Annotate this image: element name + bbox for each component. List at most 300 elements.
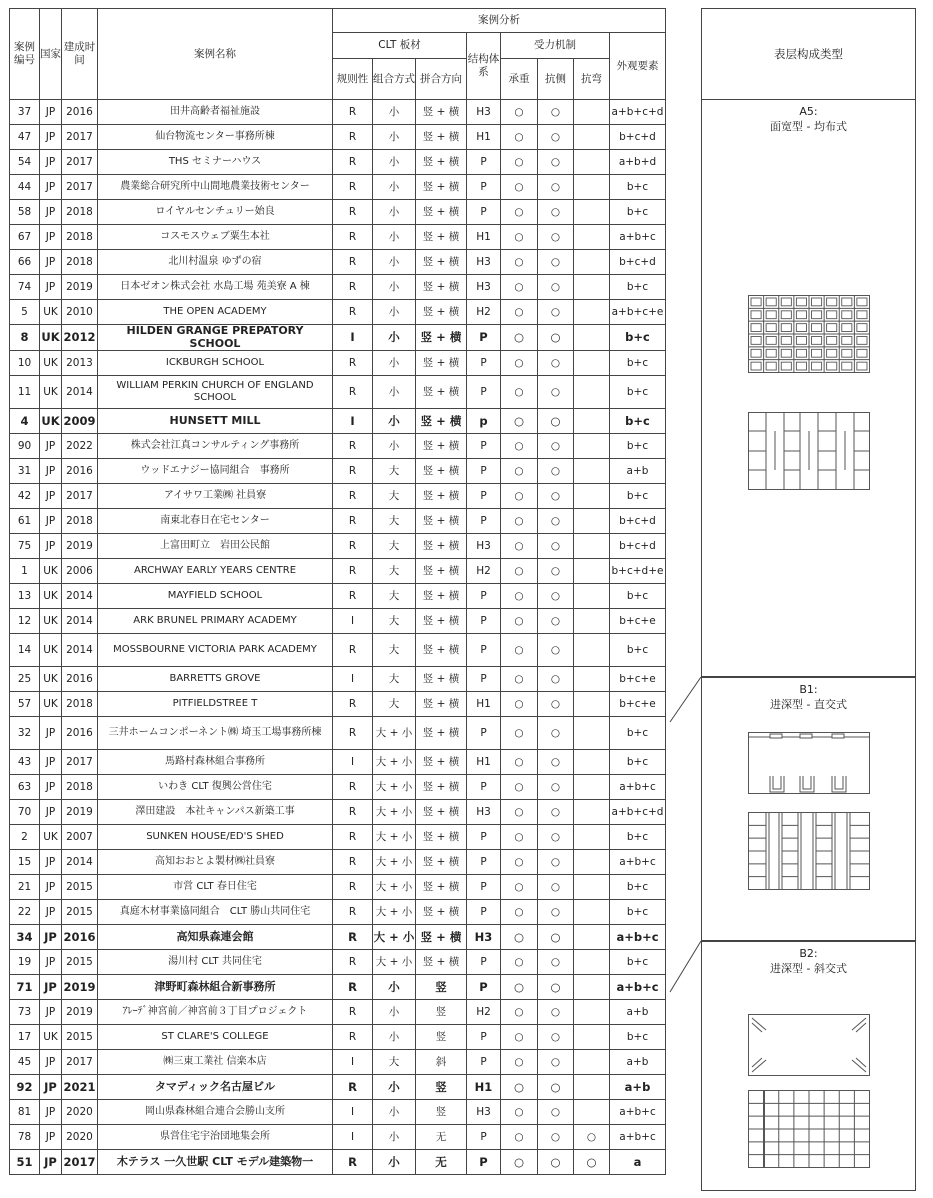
year-cell: 2017 (62, 125, 98, 150)
splice-dir-cell: 竖 (416, 1100, 467, 1125)
year-cell: 2006 (62, 559, 98, 584)
load-cell: ○ (501, 534, 538, 559)
year-cell: 2014 (62, 376, 98, 409)
load-cell: ○ (501, 667, 538, 692)
case-no-cell: 31 (10, 459, 40, 484)
load-cell: ○ (501, 825, 538, 850)
combination-cell: 大 + 小 (373, 800, 416, 825)
appearance-cell: b+c (610, 750, 666, 775)
appearance-cell: b+c+d (610, 534, 666, 559)
year-cell: 2022 (62, 434, 98, 459)
structure-cell: P (467, 376, 501, 409)
case-no-cell: 74 (10, 275, 40, 300)
country-cell: JP (40, 534, 62, 559)
combination-cell: 小 (373, 1150, 416, 1175)
country-cell: JP (40, 459, 62, 484)
lateral-cell: ○ (538, 275, 574, 300)
regularity-cell: R (333, 225, 373, 250)
case-name-cell: BARRETTS GROVE (98, 667, 333, 692)
case-name-cell: 澤田建設 本社キャンパス新築工事 (98, 800, 333, 825)
appearance-cell: b+c (610, 434, 666, 459)
load-cell: ○ (501, 950, 538, 975)
case-no-cell: 45 (10, 1050, 40, 1075)
case-no-cell: 44 (10, 175, 40, 200)
splice-dir-cell: 竖 + 横 (416, 950, 467, 975)
regularity-cell: R (333, 950, 373, 975)
lateral-cell: ○ (538, 584, 574, 609)
year-cell: 2019 (62, 275, 98, 300)
case-no-cell: 42 (10, 484, 40, 509)
splice-dir-cell: 竖 + 横 (416, 875, 467, 900)
load-cell: ○ (501, 559, 538, 584)
case-name-cell: 南東北春日在宅センター (98, 509, 333, 534)
appearance-cell: b+c+d+e (610, 559, 666, 584)
regularity-cell: R (333, 150, 373, 175)
regularity-cell: R (333, 1000, 373, 1025)
load-cell: ○ (501, 609, 538, 634)
case-name-cell: 仙台物流センター事務所棟 (98, 125, 333, 150)
combination-cell: 小 (373, 1125, 416, 1150)
appearance-cell: a+b (610, 1050, 666, 1075)
splice-dir-cell: 竖 + 横 (416, 634, 467, 667)
case-name-cell: ｱﾚｰﾃﾞ神宮前／神宮前３丁目プロジェクト (98, 1000, 333, 1025)
lateral-cell: ○ (538, 325, 574, 351)
country-cell: JP (40, 484, 62, 509)
load-cell: ○ (501, 1025, 538, 1050)
splice-dir-cell: 无 (416, 1125, 467, 1150)
regularity-cell: R (333, 534, 373, 559)
combination-cell: 小 (373, 1075, 416, 1100)
combination-cell: 小 (373, 434, 416, 459)
combination-cell: 大 (373, 584, 416, 609)
case-name-cell: 高知県森連会館 (98, 925, 333, 950)
structure-cell: P (467, 850, 501, 875)
country-cell: UK (40, 559, 62, 584)
case-name-cell: 上富田町立 岩田公民館 (98, 534, 333, 559)
country-cell: JP (40, 775, 62, 800)
type-b1-code: B1: (799, 683, 818, 696)
load-cell: ○ (501, 434, 538, 459)
country-cell: JP (40, 150, 62, 175)
splice-dir-cell: 竖 + 横 (416, 100, 467, 125)
surface-type-header: 表层构成类型 (774, 47, 843, 61)
country-cell: UK (40, 825, 62, 850)
year-cell: 2021 (62, 1075, 98, 1100)
case-name-cell: ㈱三東工業社 信楽本店 (98, 1050, 333, 1075)
country-cell: JP (40, 850, 62, 875)
lateral-cell: ○ (538, 459, 574, 484)
header-structure: 结构体系 (467, 33, 501, 100)
splice-dir-cell: 竖 + 横 (416, 325, 467, 351)
year-cell: 2018 (62, 200, 98, 225)
regularity-cell: R (333, 584, 373, 609)
regularity-cell: I (333, 609, 373, 634)
country-cell: UK (40, 1025, 62, 1050)
combination-cell: 大 + 小 (373, 775, 416, 800)
lateral-cell: ○ (538, 825, 574, 850)
splice-dir-cell: 竖 + 横 (416, 225, 467, 250)
case-no-cell: 2 (10, 825, 40, 850)
year-cell: 2014 (62, 609, 98, 634)
load-cell: ○ (501, 225, 538, 250)
load-cell: ○ (501, 325, 538, 351)
structure-cell: H1 (467, 225, 501, 250)
combination-cell: 大 (373, 609, 416, 634)
appearance-cell: b+c+d (610, 250, 666, 275)
regularity-cell: R (333, 250, 373, 275)
load-cell: ○ (501, 584, 538, 609)
regularity-cell: R (333, 200, 373, 225)
structure-cell: H2 (467, 1000, 501, 1025)
case-no-cell: 58 (10, 200, 40, 225)
regularity-cell: R (333, 484, 373, 509)
year-cell: 2009 (62, 409, 98, 434)
combination-cell: 大 (373, 484, 416, 509)
header-force: 受力机制 (501, 33, 610, 59)
year-cell: 2017 (62, 1150, 98, 1175)
appearance-cell: b+c (610, 717, 666, 750)
structure-cell: P (467, 509, 501, 534)
case-no-cell: 12 (10, 609, 40, 634)
case-no-cell: 37 (10, 100, 40, 125)
appearance-cell: a+b+d (610, 150, 666, 175)
splice-dir-cell: 竖 + 横 (416, 775, 467, 800)
lateral-cell: ○ (538, 717, 574, 750)
splice-dir-cell: 竖 (416, 1025, 467, 1050)
load-cell: ○ (501, 175, 538, 200)
case-name-cell: 湯川村 CLT 共同住宅 (98, 950, 333, 975)
regularity-cell: R (333, 692, 373, 717)
splice-dir-cell: 竖 + 横 (416, 409, 467, 434)
case-name-cell: MAYFIELD SCHOOL (98, 584, 333, 609)
bending-cell: ○ (574, 1150, 610, 1175)
case-name-cell: 市営 CLT 春日住宅 (98, 875, 333, 900)
splice-dir-cell: 竖 (416, 1000, 467, 1025)
year-cell: 2017 (62, 750, 98, 775)
case-name-cell: PITFIELDSTREE T (98, 692, 333, 717)
combination-cell: 大 (373, 509, 416, 534)
appearance-cell: b+c (610, 275, 666, 300)
country-cell: JP (40, 275, 62, 300)
country-cell: JP (40, 925, 62, 950)
load-cell: ○ (501, 634, 538, 667)
lateral-cell: ○ (538, 150, 574, 175)
structure-cell: H1 (467, 125, 501, 150)
appearance-cell: b+c (610, 484, 666, 509)
year-cell: 2019 (62, 1000, 98, 1025)
structure-cell: H3 (467, 925, 501, 950)
case-no-cell: 32 (10, 717, 40, 750)
regularity-cell: R (333, 775, 373, 800)
header-regularity: 规则性 (333, 59, 373, 100)
appearance-cell: a+b+c+e (610, 300, 666, 325)
appearance-cell: a+b+c (610, 1100, 666, 1125)
country-cell: UK (40, 351, 62, 376)
combination-cell: 小 (373, 275, 416, 300)
combination-cell: 大 (373, 692, 416, 717)
appearance-cell: a+b+c (610, 975, 666, 1000)
case-no-cell: 73 (10, 1000, 40, 1025)
country-cell: UK (40, 584, 62, 609)
combination-cell: 大 + 小 (373, 900, 416, 925)
lateral-cell: ○ (538, 409, 574, 434)
appearance-cell: a+b+c (610, 1125, 666, 1150)
case-name-cell: 日本ゼオン株式会社 水島工場 苑美寮 A 棟 (98, 275, 333, 300)
regularity-cell: R (333, 125, 373, 150)
lateral-cell: ○ (538, 775, 574, 800)
regularity-cell: R (333, 717, 373, 750)
case-no-cell: 25 (10, 667, 40, 692)
regularity-cell: R (333, 434, 373, 459)
load-cell: ○ (501, 717, 538, 750)
case-name-cell: THS セミナーハウス (98, 150, 333, 175)
case-no-cell: 15 (10, 850, 40, 875)
splice-dir-cell: 竖 + 横 (416, 351, 467, 376)
case-no-cell: 75 (10, 534, 40, 559)
combination-cell: 大 + 小 (373, 850, 416, 875)
regularity-cell: R (333, 634, 373, 667)
regularity-cell: R (333, 351, 373, 376)
combination-cell: 小 (373, 125, 416, 150)
year-cell: 2007 (62, 825, 98, 850)
regularity-cell: I (333, 1125, 373, 1150)
regularity-cell: R (333, 875, 373, 900)
combination-cell: 大 (373, 534, 416, 559)
lateral-cell: ○ (538, 509, 574, 534)
year-cell: 2017 (62, 175, 98, 200)
structure-cell: P (467, 459, 501, 484)
lateral-cell: ○ (538, 1050, 574, 1075)
appearance-cell: b+c (610, 1025, 666, 1050)
regularity-cell: I (333, 1100, 373, 1125)
case-no-cell: 90 (10, 434, 40, 459)
appearance-cell: b+c+e (610, 692, 666, 717)
load-cell: ○ (501, 1075, 538, 1100)
regularity-cell: R (333, 1025, 373, 1050)
case-name-cell: ICKBURGH SCHOOL (98, 351, 333, 376)
splice-dir-cell: 竖 + 横 (416, 300, 467, 325)
structure-cell: P (467, 1125, 501, 1150)
year-cell: 2014 (62, 850, 98, 875)
load-cell: ○ (501, 692, 538, 717)
case-name-cell: 高知おおとよ製材㈱社員寮 (98, 850, 333, 875)
splice-dir-cell: 竖 + 横 (416, 750, 467, 775)
year-cell: 2010 (62, 300, 98, 325)
appearance-cell: b+c (610, 825, 666, 850)
regularity-cell: R (333, 900, 373, 925)
country-cell: UK (40, 409, 62, 434)
combination-cell: 大 (373, 667, 416, 692)
appearance-cell: b+c (610, 325, 666, 351)
year-cell: 2018 (62, 775, 98, 800)
country-cell: JP (40, 200, 62, 225)
country-cell: JP (40, 750, 62, 775)
load-cell: ○ (501, 925, 538, 950)
type-b2-code: B2: (799, 947, 818, 960)
case-no-cell: 92 (10, 1075, 40, 1100)
load-cell: ○ (501, 275, 538, 300)
country-cell: UK (40, 325, 62, 351)
splice-dir-cell: 斜 (416, 1050, 467, 1075)
combination-cell: 小 (373, 100, 416, 125)
combination-cell: 小 (373, 300, 416, 325)
splice-dir-cell: 竖 + 横 (416, 692, 467, 717)
combination-cell: 大 + 小 (373, 717, 416, 750)
load-cell: ○ (501, 1125, 538, 1150)
case-no-cell: 13 (10, 584, 40, 609)
case-name-cell: 木テラス 一久世駅 CLT モデル建築物一 (98, 1150, 333, 1175)
appearance-cell: a+b+c (610, 775, 666, 800)
combination-cell: 小 (373, 225, 416, 250)
combination-cell: 大 + 小 (373, 750, 416, 775)
case-name-cell: 岡山県森林組合連合会勝山支所 (98, 1100, 333, 1125)
country-cell: JP (40, 1075, 62, 1100)
case-name-cell: THE OPEN ACADEMY (98, 300, 333, 325)
header-splice-dir: 拼合方向 (416, 59, 467, 100)
header-country: 国家 (40, 9, 62, 100)
regularity-cell: I (333, 750, 373, 775)
structure-cell: H3 (467, 534, 501, 559)
case-name-cell: コスモスウェブ粟生本社 (98, 225, 333, 250)
appearance-cell: a+b+c+d (610, 800, 666, 825)
country-cell: JP (40, 1125, 62, 1150)
case-no-cell: 8 (10, 325, 40, 351)
type-b1-label: 进深型 - 直交式 (770, 698, 847, 711)
structure-cell: P (467, 200, 501, 225)
structure-cell: H3 (467, 800, 501, 825)
header-year: 建成时间 (62, 9, 98, 100)
year-cell: 2015 (62, 1025, 98, 1050)
year-cell: 2016 (62, 100, 98, 125)
load-cell: ○ (501, 200, 538, 225)
case-no-cell: 11 (10, 376, 40, 409)
year-cell: 2015 (62, 900, 98, 925)
load-cell: ○ (501, 250, 538, 275)
structure-cell: H3 (467, 1100, 501, 1125)
type-a5-code: A5: (799, 105, 818, 118)
appearance-cell: b+c (610, 584, 666, 609)
case-name-cell: 津野町森林組合新事務所 (98, 975, 333, 1000)
structure-cell: P (467, 1025, 501, 1050)
case-no-cell: 78 (10, 1125, 40, 1150)
case-name-cell: 真庭木材事業協同組合 CLT 勝山共同住宅 (98, 900, 333, 925)
regularity-cell: I (333, 409, 373, 434)
splice-dir-cell: 竖 (416, 1075, 467, 1100)
regularity-cell: R (333, 509, 373, 534)
lateral-cell: ○ (538, 300, 574, 325)
case-no-cell: 14 (10, 634, 40, 667)
country-cell: JP (40, 875, 62, 900)
splice-dir-cell: 竖 + 横 (416, 125, 467, 150)
case-name-cell: 馬路村森林組合事務所 (98, 750, 333, 775)
case-no-cell: 81 (10, 1100, 40, 1125)
appearance-cell: a (610, 1150, 666, 1175)
year-cell: 2020 (62, 1125, 98, 1150)
year-cell: 2018 (62, 250, 98, 275)
regularity-cell: R (333, 850, 373, 875)
case-name-cell: 農業総合研究所中山間地農業技術センター (98, 175, 333, 200)
structure-cell: P (467, 1050, 501, 1075)
case-no-cell: 34 (10, 925, 40, 950)
lateral-cell: ○ (538, 950, 574, 975)
regularity-cell: I (333, 1050, 373, 1075)
splice-dir-cell: 竖 + 横 (416, 667, 467, 692)
lateral-cell: ○ (538, 925, 574, 950)
structure-cell: p (467, 409, 501, 434)
case-name-cell: HILDEN GRANGE PREPATORY SCHOOL (98, 325, 333, 351)
header-case-no: 案例编号 (10, 9, 40, 100)
year-cell: 2017 (62, 1050, 98, 1075)
load-cell: ○ (501, 850, 538, 875)
case-name-cell: タマディック名古屋ビル (98, 1075, 333, 1100)
lateral-cell: ○ (538, 225, 574, 250)
lateral-cell: ○ (538, 1100, 574, 1125)
load-cell: ○ (501, 775, 538, 800)
load-cell: ○ (501, 150, 538, 175)
splice-dir-cell: 竖 + 横 (416, 509, 467, 534)
appearance-cell: a+b+c (610, 850, 666, 875)
splice-dir-cell: 无 (416, 1150, 467, 1175)
case-name-cell: 三井ホームコンポーネント㈱ 埼玉工場事務所棟 (98, 717, 333, 750)
appearance-cell: b+c (610, 200, 666, 225)
combination-cell: 大 (373, 559, 416, 584)
country-cell: JP (40, 125, 62, 150)
splice-dir-cell: 竖 + 横 (416, 825, 467, 850)
combination-cell: 小 (373, 1000, 416, 1025)
structure-cell: H2 (467, 559, 501, 584)
structure-cell: P (467, 1150, 501, 1175)
regularity-cell: R (333, 175, 373, 200)
bending-cell: ○ (574, 1125, 610, 1150)
appearance-cell: b+c (610, 875, 666, 900)
year-cell: 2017 (62, 150, 98, 175)
case-no-cell: 61 (10, 509, 40, 534)
splice-dir-cell: 竖 + 横 (416, 900, 467, 925)
splice-dir-cell: 竖 + 横 (416, 434, 467, 459)
year-cell: 2016 (62, 459, 98, 484)
structure-cell: P (467, 775, 501, 800)
case-name-cell: 株式会社江真コンサルティング事務所 (98, 434, 333, 459)
header-clt-panel: CLT 板材 (333, 33, 467, 59)
structure-cell: H3 (467, 250, 501, 275)
combination-cell: 小 (373, 250, 416, 275)
structure-cell: P (467, 484, 501, 509)
combination-cell: 小 (373, 325, 416, 351)
structure-cell: P (467, 150, 501, 175)
country-cell: JP (40, 250, 62, 275)
regularity-cell: R (333, 975, 373, 1000)
case-no-cell: 22 (10, 900, 40, 925)
regularity-cell: R (333, 825, 373, 850)
year-cell: 2018 (62, 692, 98, 717)
case-name-cell: SUNKEN HOUSE/ED'S SHED (98, 825, 333, 850)
load-cell: ○ (501, 351, 538, 376)
lateral-cell: ○ (538, 100, 574, 125)
country-cell: JP (40, 225, 62, 250)
load-cell: ○ (501, 750, 538, 775)
header-analysis: 案例分析 (333, 9, 666, 33)
structure-cell: P (467, 609, 501, 634)
country-cell: JP (40, 975, 62, 1000)
load-cell: ○ (501, 900, 538, 925)
case-no-cell: 66 (10, 250, 40, 275)
header-appearance: 外观要素 (610, 33, 666, 100)
appearance-cell: b+c+d (610, 509, 666, 534)
load-cell: ○ (501, 484, 538, 509)
case-no-cell: 43 (10, 750, 40, 775)
year-cell: 2019 (62, 975, 98, 1000)
structure-cell: P (467, 175, 501, 200)
